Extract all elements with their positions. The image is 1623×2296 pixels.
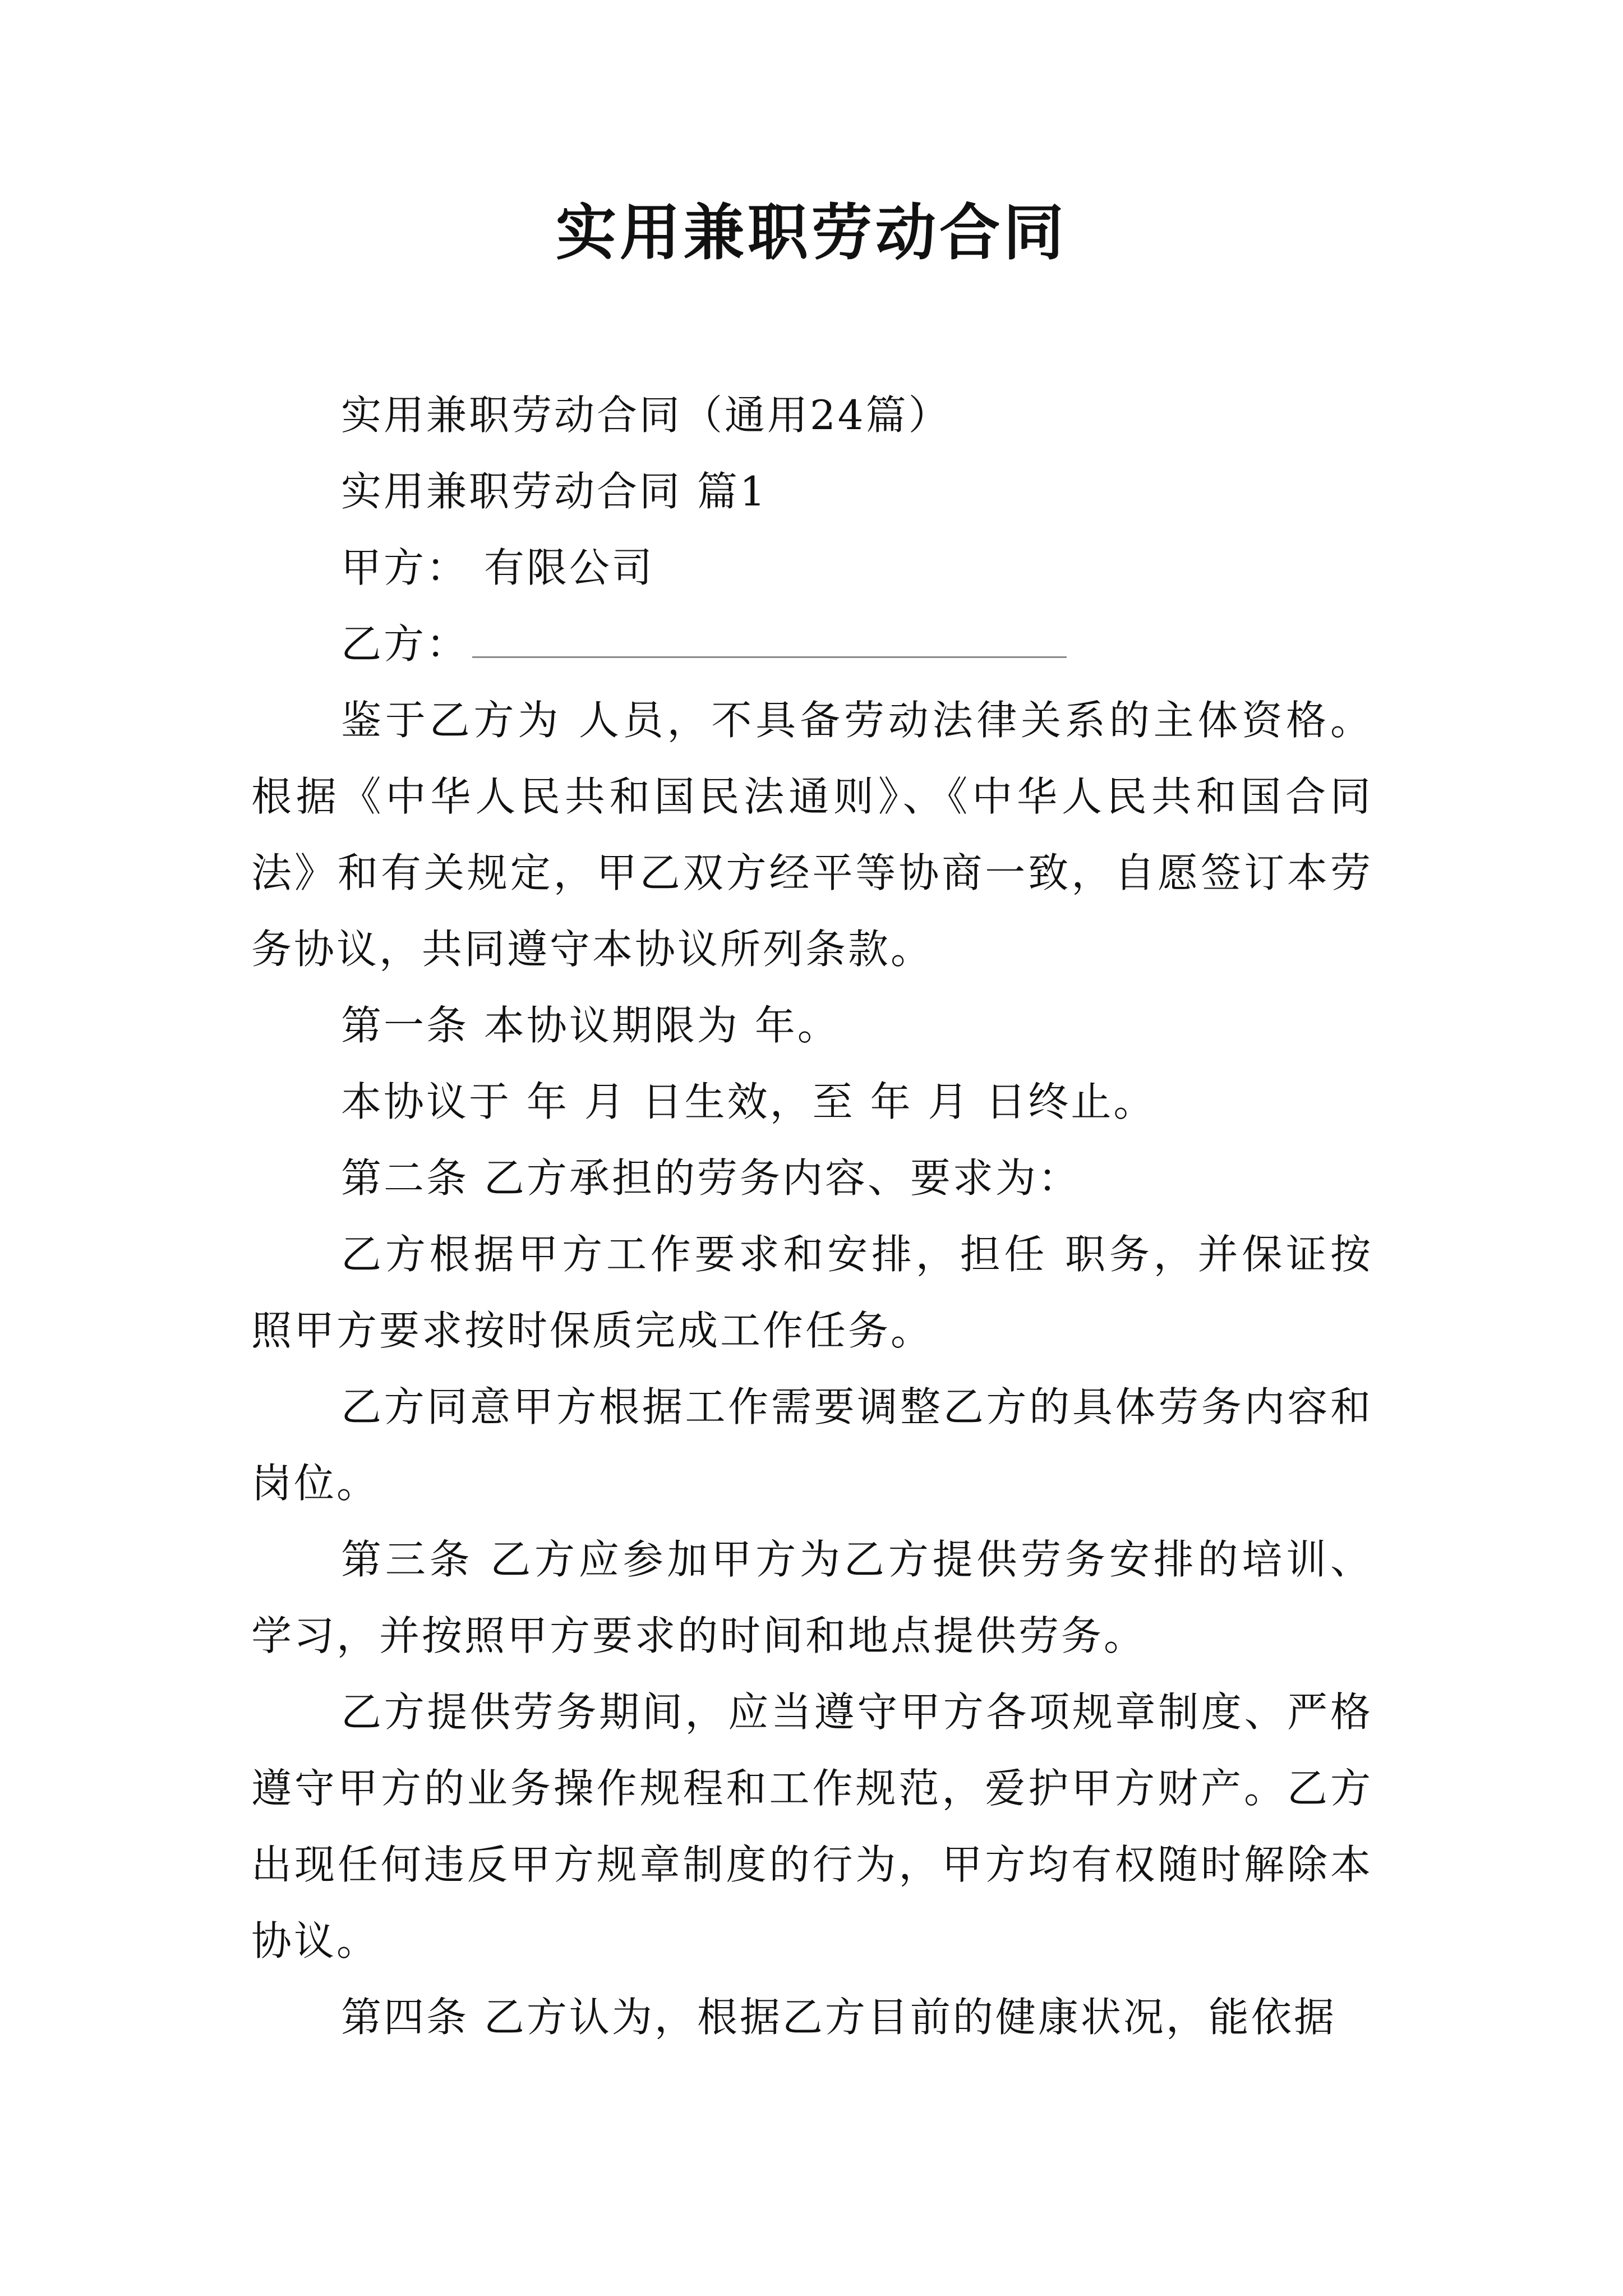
paragraph-article-4: 第四条 乙方认为，根据乙方目前的健康状况，能依据 (341, 1994, 1336, 2041)
paragraph-duties: 乙方根据甲方工作要求和安排，担任 职务，并保证按照甲方要求按时保质完成工作任务。 (251, 1231, 1373, 1354)
paragraph-preamble: 鉴于乙方为 人员，不具备劳动法律关系的主体资格。根据《中华人民共和国民法通则》、《中华人民共和国合同法》和有关规定，甲乙双方经平等协商一致，自愿签订本劳务协议，共同遵守本协议所列条款。 (251, 697, 1373, 973)
paragraph-section-heading: 实用兼职劳动合同 篇1 (341, 468, 768, 515)
paragraph-article-2: 第二条 乙方承担的劳务内容、要求为： (341, 1154, 1081, 1202)
paragraph-effective-dates: 本协议于 年 月 日生效，至 年 月 日终止。 (341, 1078, 1156, 1125)
paragraph-article-1: 第一条 本协议期限为 年。 (341, 1002, 840, 1049)
paragraph-article-3: 第三条 乙方应参加甲方为乙方提供劳务安排的培训、学习，并按照甲方要求的时间和地点提供劳务。 (251, 1536, 1373, 1659)
party-b-blank-line (472, 651, 1067, 658)
paragraph-party-a: 甲方： 有限公司 (341, 544, 654, 591)
document-title: 实用兼职劳动合同 (555, 197, 1067, 268)
paragraph-adjustment: 乙方同意甲方根据工作需要调整乙方的具体劳务内容和岗位。 (251, 1383, 1373, 1507)
paragraph-party-b (251, 606, 1373, 682)
party-b-label: 乙方： (341, 620, 469, 668)
document-body (251, 377, 1373, 2055)
paragraph-subtitle: 实用兼职劳动合同（通用24篇） (341, 392, 951, 439)
paragraph-rules: 乙方提供劳务期间，应当遵守甲方各项规章制度、严格遵守甲方的业务操作规程和工作规范，爱护甲方财产。乙方出现任何违反甲方规章制度的行为，甲方均有权随时解除本协议。 (251, 1688, 1373, 1964)
